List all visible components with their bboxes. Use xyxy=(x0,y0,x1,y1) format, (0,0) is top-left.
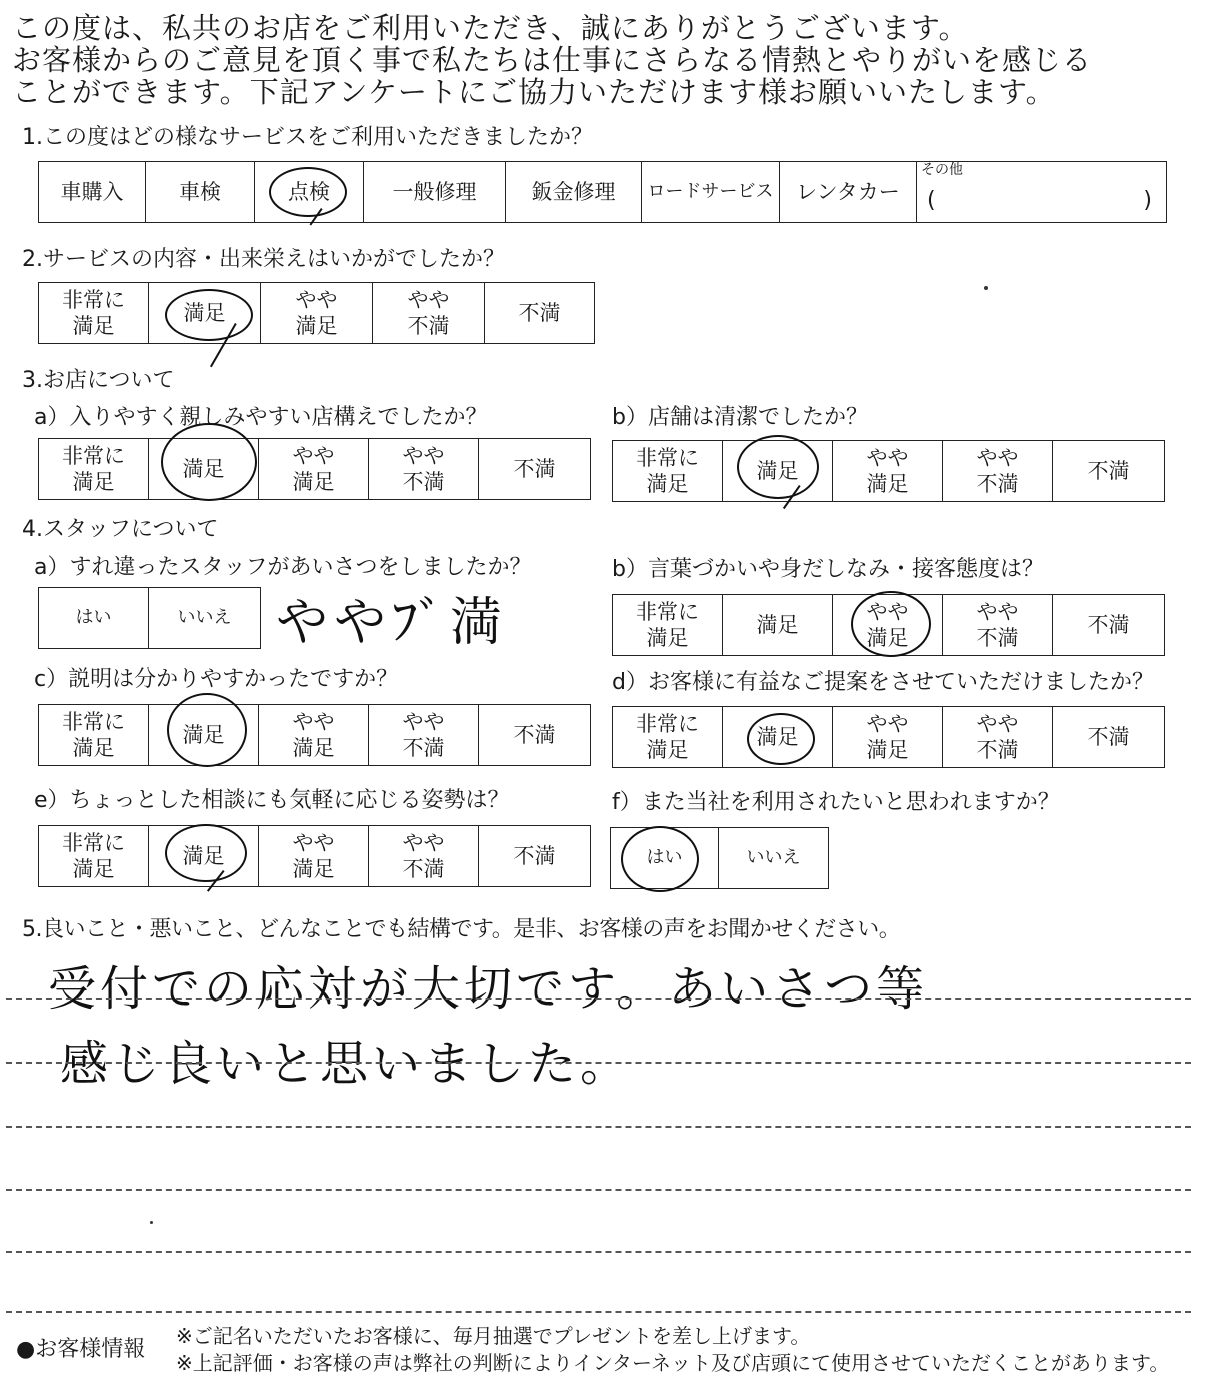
label: やや xyxy=(866,446,909,470)
q1-option-car-purchase[interactable]: 車購入 xyxy=(39,162,146,223)
q4d-option-somewhat-dissatisfied[interactable] xyxy=(943,707,1053,768)
label: 不満 xyxy=(402,470,445,494)
label: やや xyxy=(292,444,335,468)
q3a-title: a）入りやすく親しみやすい店構えでしたか？ xyxy=(34,405,488,430)
label: 非常に xyxy=(62,710,125,734)
selection-circle-tail xyxy=(210,323,237,367)
q4-title: 4.スタッフについて xyxy=(22,517,219,542)
q3a-option-very-satisfied[interactable] xyxy=(39,439,149,500)
label: やや xyxy=(407,288,450,312)
q4d-option-satisfied[interactable] xyxy=(723,707,833,768)
selection-circle-tail xyxy=(310,208,323,226)
label: 非常に xyxy=(62,444,125,468)
q4b-options xyxy=(612,594,1165,656)
q1-title: 1.この度はどの様なサービスをご利用いただきましたか？ xyxy=(22,125,593,150)
q1-option-sheet-metal[interactable]: 鈑金修理 xyxy=(506,162,642,223)
label: やや xyxy=(976,600,1019,624)
label: 不満 xyxy=(513,844,556,868)
q5-comment-line-2: 感じ良いと思いました。 xyxy=(60,1036,633,1092)
q2-option-satisfied[interactable] xyxy=(149,283,261,344)
q4e-options xyxy=(38,825,591,887)
label: 不満 xyxy=(1087,613,1130,637)
q1-option-shaken[interactable]: 車検 xyxy=(146,162,255,223)
q3b-option-somewhat-satisfied[interactable] xyxy=(833,441,943,502)
q1-other-label: その他 xyxy=(921,162,963,178)
q4a-options xyxy=(38,587,261,649)
q4c-option-satisfied[interactable] xyxy=(149,705,259,766)
label: 不満 xyxy=(1087,459,1130,483)
label: 満足 xyxy=(182,844,225,868)
label: 不満 xyxy=(402,736,445,760)
selection-circle-tail xyxy=(783,485,801,509)
label: 不満 xyxy=(513,723,556,747)
label: 満足 xyxy=(756,613,799,637)
label: やや xyxy=(976,446,1019,470)
q4b-option-satisfied[interactable] xyxy=(723,595,833,656)
q2-option-somewhat-dissatisfied[interactable] xyxy=(373,283,485,344)
q4e-option-very-satisfied[interactable] xyxy=(39,826,149,887)
label: やや xyxy=(402,444,445,468)
q4f-title: f）また当社を利用されたいと思われますか？ xyxy=(612,790,1060,815)
q4d-options xyxy=(612,706,1165,768)
comment-rule xyxy=(6,1311,1191,1313)
label: 不満 xyxy=(1087,725,1130,749)
q3b-option-somewhat-dissatisfied[interactable] xyxy=(943,441,1053,502)
q1-option-road-service[interactable]: ロードサービス xyxy=(642,162,780,223)
footer-note-1: ※ご記名いただいたお客様に、毎月抽選でプレゼントを差し上げます。 xyxy=(176,1324,811,1348)
q4b-option-dissatisfied[interactable] xyxy=(1053,595,1165,656)
q3-title: 3.お店について xyxy=(22,368,175,393)
label: 満足 xyxy=(756,459,799,483)
label: 非常に xyxy=(62,831,125,855)
q2-option-dissatisfied[interactable] xyxy=(485,283,595,344)
intro-line-3: ことができます。下記アンケートにご協力いただけます様お願いいたします。 xyxy=(12,75,1056,109)
label: 不満 xyxy=(976,738,1019,762)
q1-other-paren-open: ( xyxy=(927,188,936,213)
label: 満足 xyxy=(182,457,225,481)
q1-option-inspection[interactable] xyxy=(255,162,364,223)
q4d-option-very-satisfied[interactable] xyxy=(613,707,723,768)
label: やや xyxy=(402,831,445,855)
label: 満足 xyxy=(646,738,689,762)
footer-note-2: ※上記評価・お客様の声は弊社の判断によりインターネット及び店頭にて使用させていただくことがあります。 xyxy=(176,1351,1170,1375)
q4d-option-dissatisfied[interactable] xyxy=(1053,707,1165,768)
q4c-options xyxy=(38,704,591,766)
q4e-option-dissatisfied[interactable] xyxy=(479,826,591,887)
q3b-option-satisfied[interactable] xyxy=(723,441,833,502)
label: 満足 xyxy=(866,738,909,762)
comment-rule xyxy=(6,998,1191,1000)
label: 満足 xyxy=(72,736,115,760)
label: やや xyxy=(866,600,909,624)
label: 満足 xyxy=(646,626,689,650)
q3a-option-somewhat-satisfied[interactable] xyxy=(259,439,369,500)
q4a-handwritten-answer: ややﾌﾞ満 xyxy=(276,593,509,653)
label: 満足 xyxy=(183,301,226,325)
customer-info-label: ●お客様情報 xyxy=(16,1337,146,1362)
label: 非常に xyxy=(62,288,125,312)
comment-rule xyxy=(6,1062,1191,1064)
q4b-option-somewhat-dissatisfied[interactable] xyxy=(943,595,1053,656)
label: 不満 xyxy=(976,626,1019,650)
label: 満足 xyxy=(182,723,225,747)
label: 非常に xyxy=(636,446,699,470)
comment-rule xyxy=(6,1189,1191,1191)
comment-rule xyxy=(6,1251,1191,1253)
q5-comment-line-1: 受付での応対が大切です。あいさつ等 xyxy=(48,961,929,1017)
q4a-option-yes[interactable]: はい xyxy=(39,588,149,649)
q4f-option-yes[interactable] xyxy=(611,828,719,889)
stray-mark xyxy=(150,1221,153,1224)
q4d-title: d）お客様に有益なご提案をさせていただけましたか？ xyxy=(612,670,1154,695)
q1-option-general-repair[interactable]: 一般修理 xyxy=(364,162,506,223)
q3b-option-dissatisfied[interactable] xyxy=(1053,441,1165,502)
q1-option-other[interactable] xyxy=(917,162,1167,223)
label: 満足 xyxy=(756,725,799,749)
q4b-option-somewhat-satisfied[interactable] xyxy=(833,595,943,656)
q4e-title: e）ちょっとした相談にも気軽に応じる姿勢は？ xyxy=(34,788,510,813)
q4a-option-no[interactable]: いいえ xyxy=(149,588,261,649)
label: 非常に xyxy=(636,600,699,624)
label: 満足 xyxy=(292,470,335,494)
label: 不満 xyxy=(402,857,445,881)
label: 満足 xyxy=(646,472,689,496)
q4e-option-somewhat-satisfied[interactable] xyxy=(259,826,369,887)
comment-rule xyxy=(6,1126,1191,1128)
q4f-option-no[interactable]: いいえ xyxy=(719,828,829,889)
label: 不満 xyxy=(518,301,561,325)
label: 満足 xyxy=(866,472,909,496)
q4c-option-somewhat-satisfied[interactable] xyxy=(259,705,369,766)
q1-options xyxy=(38,161,1167,223)
q4b-title: b）言葉づかいや身だしなみ・接客態度は？ xyxy=(612,557,1044,582)
q4b-option-very-satisfied[interactable] xyxy=(613,595,723,656)
q1-option-rental-car[interactable]: レンタカー xyxy=(780,162,917,223)
label: やや xyxy=(976,712,1019,736)
q2-options xyxy=(38,282,595,344)
label: やや xyxy=(292,710,335,734)
intro-line-1: この度は、私共のお店をご利用いただき、誠にありがとうございます。 xyxy=(12,11,969,45)
label: 満足 xyxy=(72,857,115,881)
q5-title: 5.良いこと・悪いこと、どんなことでも結構です。是非、お客様の声をお聞かせください。 xyxy=(22,917,901,942)
q3b-title: b）店舗は清潔でしたか？ xyxy=(612,405,868,430)
stray-mark xyxy=(984,286,988,290)
label: 満足 xyxy=(72,470,115,494)
q2-title: 2.サービスの内容・出来栄えはいかがでしたか？ xyxy=(22,247,505,272)
q3a-options xyxy=(38,438,591,500)
selection-circle-tail xyxy=(207,870,225,892)
q2-option-very-satisfied[interactable] xyxy=(39,283,149,344)
intro-text xyxy=(12,12,1212,108)
label: 非常に xyxy=(636,712,699,736)
q4f-options xyxy=(610,827,829,889)
q1-other-paren-close: ) xyxy=(1143,188,1152,213)
q4c-title: c）説明は分かりやすかったですか？ xyxy=(34,667,399,692)
q3a-option-dissatisfied[interactable] xyxy=(479,439,591,500)
label: 満足 xyxy=(72,314,115,338)
label: やや xyxy=(292,831,335,855)
label: 満足 xyxy=(295,314,338,338)
label: 満足 xyxy=(866,626,909,650)
q4e-option-satisfied[interactable] xyxy=(149,826,259,887)
label: 満足 xyxy=(292,736,335,760)
label: 不満 xyxy=(513,457,556,481)
label: やや xyxy=(866,712,909,736)
q4c-option-dissatisfied[interactable] xyxy=(479,705,591,766)
q4d-option-somewhat-satisfied[interactable] xyxy=(833,707,943,768)
label: やや xyxy=(295,288,338,312)
q1-option-inspection-label: 点検 xyxy=(288,180,330,204)
q3a-option-satisfied[interactable] xyxy=(149,439,259,500)
label: 不満 xyxy=(407,314,450,338)
q4a-title: a）すれ違ったスタッフがあいさつをしましたか？ xyxy=(34,555,532,580)
q4c-option-somewhat-dissatisfied[interactable] xyxy=(369,705,479,766)
label: はい xyxy=(646,847,683,868)
q4c-option-very-satisfied[interactable] xyxy=(39,705,149,766)
label: 満足 xyxy=(292,857,335,881)
intro-line-2: お客様からのご意見を頂く事で私たちは仕事にさらなる情熱とやりがいを感じる xyxy=(12,43,1093,77)
label: 不満 xyxy=(976,472,1019,496)
q3b-options xyxy=(612,440,1165,502)
q3a-option-somewhat-dissatisfied[interactable] xyxy=(369,439,479,500)
q4e-option-somewhat-dissatisfied[interactable] xyxy=(369,826,479,887)
q3b-option-very-satisfied[interactable] xyxy=(613,441,723,502)
label: やや xyxy=(402,710,445,734)
q2-option-somewhat-satisfied[interactable] xyxy=(261,283,373,344)
